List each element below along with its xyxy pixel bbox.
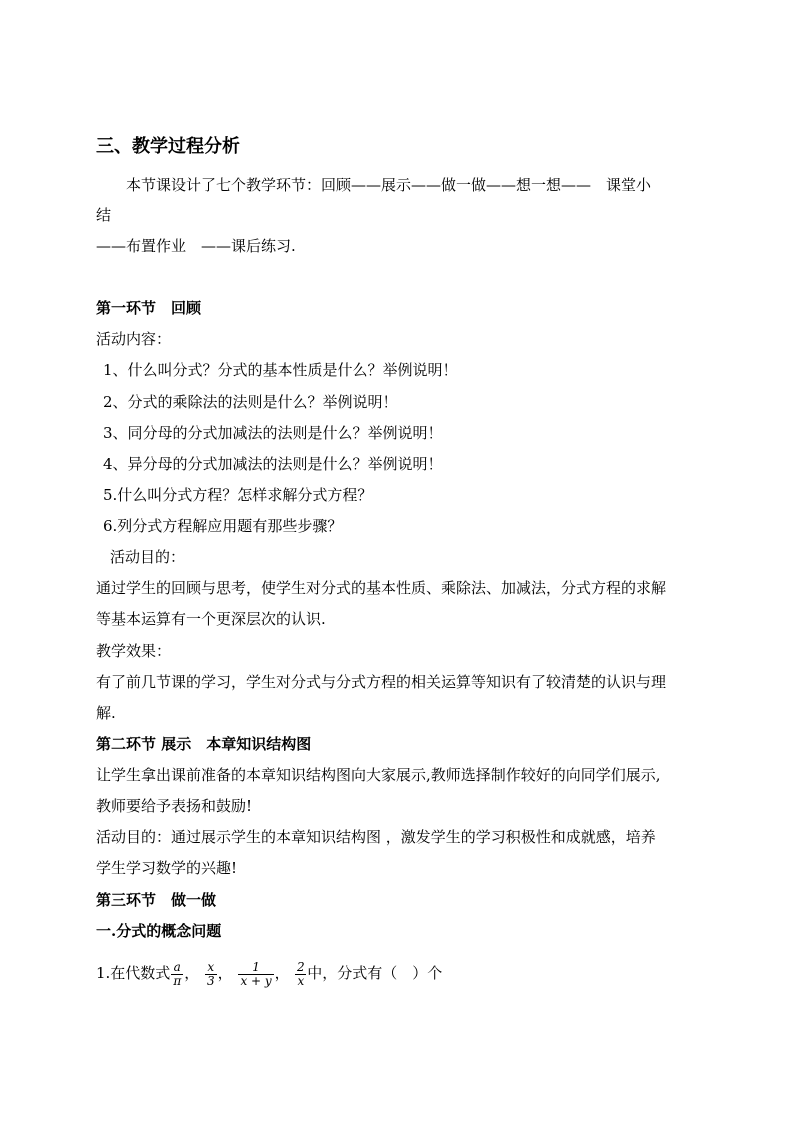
- section1-item-3: 3、同分母的分式加减法的法则是什么？举例说明！: [103, 424, 443, 442]
- section1-goal-label: 活动目的：: [110, 548, 186, 566]
- section-heading: 三、教学过程分析: [96, 136, 240, 157]
- section2-goal-line-1: 活动目的：通过展示学生的本章知识结构图 ，激发学生的学习积极性和成就感，培养: [96, 828, 656, 846]
- intro-line-2: 结: [96, 206, 112, 224]
- section1-effect-line-1: 有了前几节课的学习，学生对分式与分式方程的相关运算等知识有了较清楚的认识与理: [96, 673, 667, 691]
- fraction-2: [205, 961, 217, 988]
- section1-item-6: 6.列分式方程解应用题有那些步骤？: [103, 517, 343, 535]
- fraction-4: [295, 961, 306, 988]
- fraction-1-denominator: π: [173, 973, 182, 988]
- fraction-1: [171, 961, 183, 988]
- section3-title: 第三环节 做一做: [96, 891, 217, 909]
- section3-subtitle: 一.分式的概念问题: [96, 922, 222, 940]
- question-1: [96, 956, 702, 990]
- section1-item-1: 1、什么叫分式？分式的基本性质是什么？举例说明！: [103, 361, 458, 379]
- section2-line-2: 教师要给予表扬和鼓励!: [96, 797, 253, 815]
- fraction-3-numerator: 1: [252, 959, 260, 974]
- separator-1: ，: [184, 964, 200, 982]
- separator-3: ，: [274, 964, 290, 982]
- fraction-4-denominator: x: [297, 973, 305, 988]
- section1-effect-line-2: 解.: [96, 704, 116, 722]
- fraction-2-numerator: x: [207, 959, 215, 974]
- section1-activity-label: 活动内容：: [96, 330, 172, 348]
- question-1-prefix: 1.在代数式: [96, 964, 171, 982]
- fraction-2-denominator: 3: [207, 973, 215, 988]
- section1-item-5: 5.什么叫分式方程？怎样求解分式方程？: [103, 486, 373, 504]
- section2-line-1: 让学生拿出课前准备的本章知识结构图向大家展示,教师选择制作较好的向同学们展示,: [96, 766, 661, 784]
- section2-goal-line-2: 学生学习数学的兴趣!: [96, 859, 238, 877]
- fraction-1-numerator: a: [173, 959, 181, 974]
- section1-effect-label: 教学效果：: [96, 642, 172, 660]
- section1-title: 第一环节 回顾: [96, 299, 202, 317]
- separator-2: ，: [217, 964, 233, 982]
- intro-line-1: 本节课设计了七个教学环节：回顾——展示——做一做——想一想—— 课堂小: [126, 176, 652, 194]
- section1-goal-line-2: 等基本运算有一个更深层次的认识.: [96, 610, 326, 628]
- section2-title: 第二环节 展示 本章知识结构图: [96, 735, 312, 753]
- section1-item-2: 2、分式的乘除法的法则是什么？举例说明！: [103, 393, 398, 411]
- fraction-3: [238, 961, 273, 988]
- section1-goal-line-1: 通过学生的回顾与思考，使学生对分式的基本性质、乘除法、加减法，分式方程的求解: [96, 579, 667, 597]
- fraction-3-denominator: x + y: [240, 973, 272, 988]
- question-1-suffix: 中，分式有（ ）个: [307, 964, 443, 982]
- fraction-4-numerator: 2: [297, 959, 305, 974]
- section1-item-4: 4、异分母的分式加减法的法则是什么？举例说明！: [103, 455, 443, 473]
- intro-line-3: ——布置作业 ——课后练习.: [96, 237, 296, 255]
